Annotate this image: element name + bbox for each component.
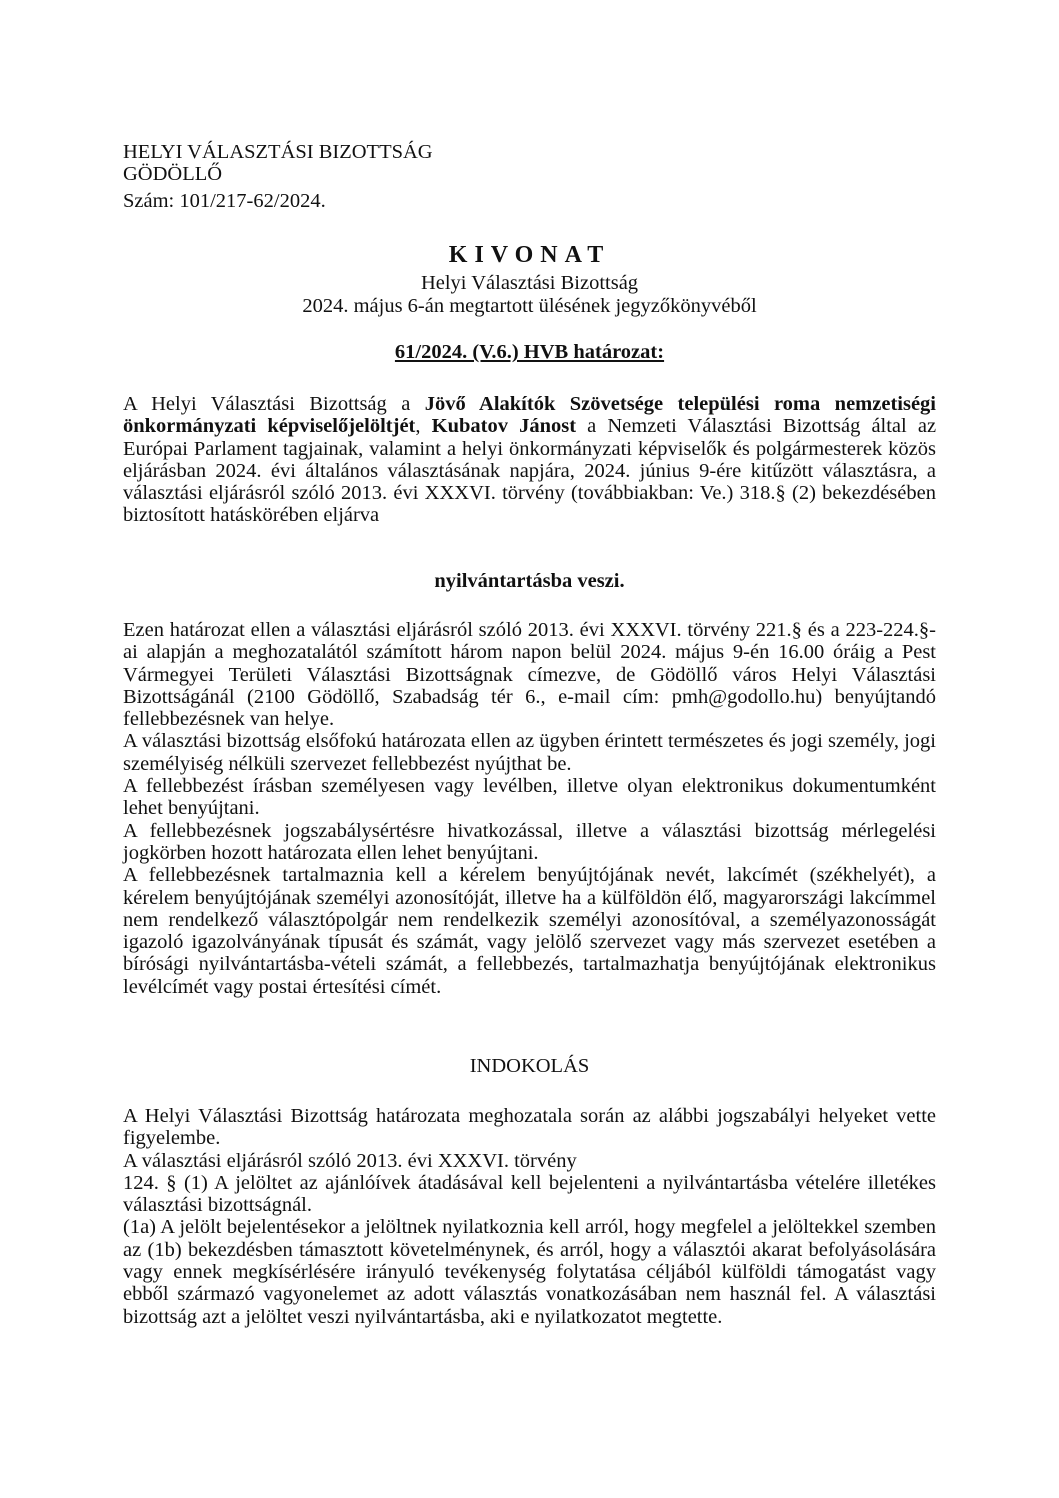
candidate-name: Kubatov Jánost [431,415,577,438]
issuer-city: GÖDÖLLŐ [123,163,223,186]
reasoning-heading: INDOKOLÁS [469,1055,590,1077]
remedy-paragraph-contents: A fellebbezésnek tartalmaznia kell a kérelem benyújtójának nevét, lakcímét (székhelyét), a kérelem benyújtójának személyi azonosítóját, illetve ha a külföldön élő, magyarországi lakcímmel nem rendelkező választópolgár nem rendelkezik személyi azonosítóval, a személyazonosságát igazoló igazolványának típusát és számát, vagy jelölő szervezet vagy más szervezet esetében a bírósági nyilvántartásba-vételi számát, a fellebbezés, tartalmazhatja benyújtójának elektronikus levélcímét vagy postai értesítési címét. [123,864,936,998]
reasoning-section-124-1: 124. § (1) A jelöltet az ajánlóívek átadásával kell bejelenteni a nyilvántartásba vételére illetékes választási bizottságnál. [123,1171,936,1217]
remedy-section [123,619,936,998]
title-subtitle-meeting: 2024. május 6-án megtartott ülésének jegyzőkönyvéből [302,295,757,317]
reasoning-section-124-1a: (1a) A jelölt bejelentésekor a jelöltnek nyilatkoznia kell arról, hogy megfelel a jelöltekkel szemben az (1b) bekezdésben támasztott követelménynek, és arról, hogy a választói akarat befolyásolására vagy ennek megkísérlésére irányuló tevékenység folytatása céljából külföldi támogatást vagy ebből származó vagyonelemet az adott választás vonatkozásában nem használ fel. A választási bizottság azt a jelöltet veszi nyilvántartásba, aki e nyilatkozatot megtette. [123,1216,936,1328]
separator-text: , [415,415,432,438]
resolution-number: 61/2024. (V.6.) HVB határozat: [394,341,665,363]
resolution-intro-continuation: a Nemzeti Választási Bizottság által az Európai Parlament tagjainak, valamint a helyi önkormányzati képviselők és polgármesterek közös eljárásban 2024. évi általános választásának napjára, 2024. június 9-ére kitűzött választásra, a választási eljárásról szóló 2013. évi XXXVI. törvény (továbbiakban: Ve.) 318.§ (2) bekezdésében biztosított hatáskörében eljárva [123,415,937,527]
reasoning-section [123,1105,936,1328]
document-header [123,141,433,212]
remedy-paragraph-eligibility: A választási bizottság elsőfokú határozata ellen az ügyben érintett természetes és jogi személy, jogi személyiség nélküli szervezet fellebbezést nyújthat be. [123,730,936,775]
resolution-body [123,393,936,527]
document-title: KIVONAT [448,242,611,268]
reasoning-paragraph-intro: A Helyi Választási Bizottság határozata meghozatala során az alábbi jogszabályi helyeket vette figyelembe. [123,1105,936,1150]
remedy-paragraph-grounds: A fellebbezésnek jogszabálysértésre hivatkozással, illetve a választási bizottság mérlegelési jogkörben hozott határozata ellen lehet benyújtani. [123,819,936,864]
document-number: Szám: 101/217-62/2024. [123,189,326,212]
remedy-paragraph-form: A fellebbezést írásban személyesen vagy levélben, illetve olyan elektronikus dokumentumként lehet benyújtani. [123,775,936,820]
remedy-paragraph-deadline: Ezen határozat ellen a választási eljárásról szóló 2013. évi XXXVI. törvény 221.§ és a 223-224.§-ai alapján a meghozatalától számított három napon belül 2024. május 9-én 16.00 óráig a Pest Vármegyei Területi Választási Bizottságnak címezve, de Gödöllő város Helyi Választási Bizottságánál (2100 Gödöllő, Szabadság tér 6., e-mail cím: pmh@godollo.hu) benyújtandó fellebbezésnek van helye. [123,619,936,731]
candidate-designation: Jövő Alakítók Szövetsége települési roma nemzetiségi önkormányzati képviselőjelöltjét [123,393,936,438]
title-subtitle-body: Helyi Választási Bizottság [420,272,639,294]
issuer-name: HELYI VÁLASZTÁSI BIZOTTSÁG [123,141,433,163]
resolution-decision: nyilvántartásba veszi. [434,570,625,592]
reasoning-law-title: A választási eljárásról szóló 2013. évi XXXVI. törvény [123,1149,577,1172]
resolution-intro-text: A Helyi Választási Bizottság a [123,393,425,415]
